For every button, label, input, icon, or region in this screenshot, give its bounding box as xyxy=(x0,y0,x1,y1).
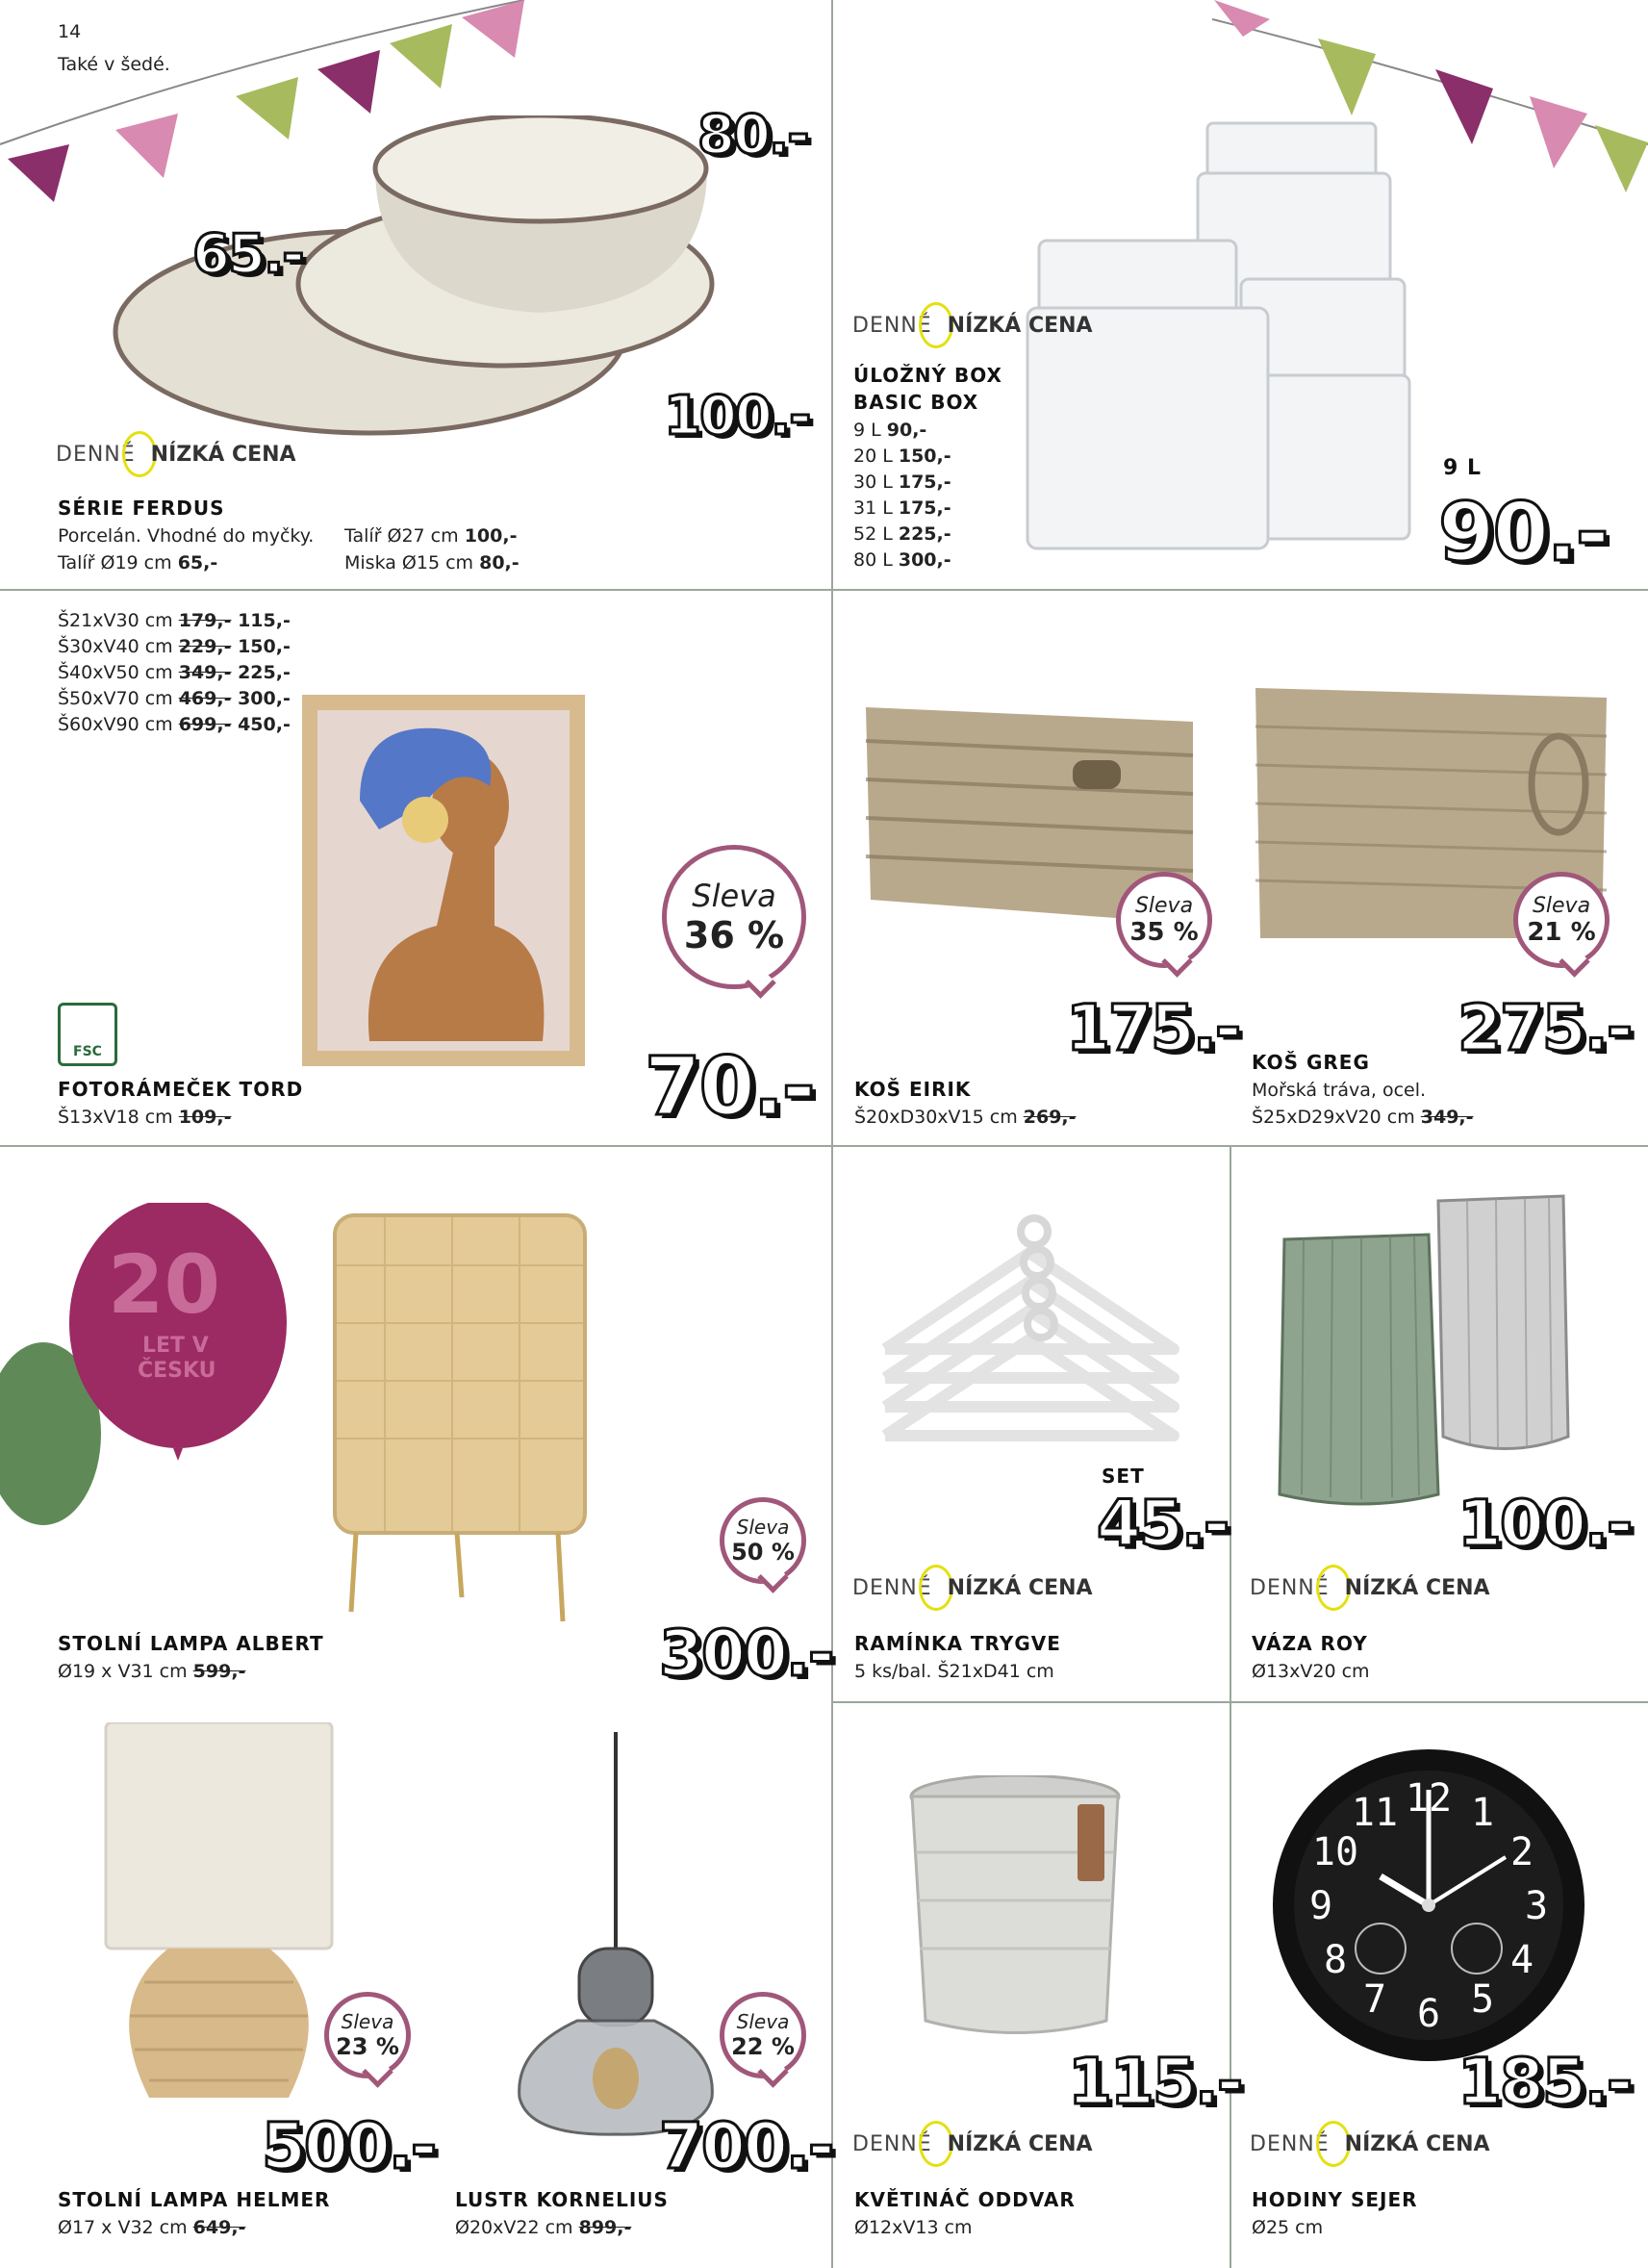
product-dims: Ø12xV13 cm xyxy=(854,2217,973,2238)
product-title: KOŠ GREG xyxy=(1252,1051,1370,1074)
size-row xyxy=(58,634,291,659)
size-name: 20 L xyxy=(853,446,899,467)
dims-text: Ø20xV22 cm xyxy=(455,2217,579,2238)
price-ferdus-bowl: 80.- xyxy=(697,104,808,166)
fsc-label: FSC xyxy=(73,1044,102,1059)
product-dims xyxy=(58,1105,231,1130)
dims-text: Ø19 x V31 cm xyxy=(58,1661,193,1682)
size-price: 175,- xyxy=(898,471,951,493)
old-price: 469,- xyxy=(178,688,232,709)
product-title: STOLNÍ LAMPA ALBERT xyxy=(58,1632,324,1655)
low-price-label: NÍZKÁ CENA xyxy=(1344,2131,1490,2156)
product-dims xyxy=(58,1659,245,1684)
product-desc: Porcelán. Vhodné do myčky. xyxy=(58,525,315,547)
product-title: KOŠ EIRIK xyxy=(854,1078,972,1101)
dims-text: Š25xD29xV20 cm xyxy=(1252,1107,1421,1128)
clock-numeral: 2 xyxy=(1509,1830,1534,1874)
daily-low-price-badge xyxy=(852,302,1093,348)
divider xyxy=(0,1145,1648,1147)
low-price-label: NÍZKÁ CENA xyxy=(947,2131,1093,2156)
product-title: FOTORÁMEČEK TORD xyxy=(58,1078,304,1101)
size-name: 52 L xyxy=(853,523,899,545)
daily-label: DENNĚ xyxy=(852,313,932,338)
price-clock: 185.- xyxy=(1458,2045,1632,2119)
discount-badge xyxy=(1116,872,1212,968)
product-dims xyxy=(854,1105,1077,1130)
discount-value: 36 % xyxy=(683,914,785,956)
size-name: Š30xV40 cm xyxy=(58,636,179,657)
discount-label: Sleva xyxy=(736,2010,790,2033)
discount-label: Sleva xyxy=(692,878,776,914)
low-price-label: NÍZKÁ CENA xyxy=(947,313,1093,338)
size-row xyxy=(853,496,951,521)
new-price: 150,- xyxy=(231,636,291,657)
discount-badge xyxy=(662,845,806,989)
variant-name: Miska Ø15 cm xyxy=(344,552,480,573)
product-desc: Mořská tráva, ocel. xyxy=(1252,1080,1427,1101)
old-price: 699,- xyxy=(178,714,232,735)
product-dims: 5 ks/bal. Š21xD41 cm xyxy=(854,1661,1054,1682)
product-dims: Ø25 cm xyxy=(1252,2217,1324,2238)
price-eirik: 175.- xyxy=(1066,991,1240,1065)
size-row xyxy=(58,608,291,633)
divider xyxy=(831,0,833,2268)
daily-low-price-badge xyxy=(852,2121,1093,2167)
dims-text: Š20xD30xV15 cm xyxy=(854,1107,1024,1128)
clock-numeral: 12 xyxy=(1405,1776,1453,1821)
size-name: 80 L xyxy=(853,549,899,571)
discount-badge xyxy=(720,1992,806,2078)
discount-label: Sleva xyxy=(1532,893,1591,918)
balloon-text: LET V xyxy=(142,1334,209,1358)
size-row xyxy=(58,712,291,737)
page-number: 14 xyxy=(58,21,82,42)
variant-name: Talíř Ø27 cm xyxy=(344,525,465,547)
price-vases: 100.- xyxy=(1458,1487,1632,1561)
fsc-logo xyxy=(58,1003,117,1066)
size-label: 9 L xyxy=(1443,456,1482,480)
balloon-number: 20 xyxy=(108,1237,220,1332)
product-title: HODINY SEJER xyxy=(1252,2188,1418,2211)
old-price: 269,- xyxy=(1023,1107,1077,1128)
product-dims xyxy=(455,2215,631,2240)
clock-numeral: 11 xyxy=(1351,1791,1399,1835)
price-greg: 275.- xyxy=(1458,991,1632,1065)
product-dims xyxy=(1252,1105,1474,1130)
page-note: Také v šedé. xyxy=(58,54,170,75)
discount-badge xyxy=(720,1497,806,1584)
new-price: 450,- xyxy=(231,714,291,735)
product-variant xyxy=(58,550,217,575)
product-title: KVĚTINÁČ ODDVAR xyxy=(854,2188,1076,2211)
old-price: 349,- xyxy=(178,662,232,683)
low-price-label: NÍZKÁ CENA xyxy=(150,442,296,467)
size-name: 30 L xyxy=(853,471,899,493)
size-name: Š60xV90 cm xyxy=(58,714,179,735)
size-name: 31 L xyxy=(853,497,899,519)
product-title: SÉRIE FERDUS xyxy=(58,497,225,520)
price-frame: 70.- xyxy=(645,1039,814,1134)
discount-label: Sleva xyxy=(736,1516,790,1539)
size-name: 9 L xyxy=(853,420,887,441)
discount-value: 50 % xyxy=(731,1539,795,1566)
size-price: 150,- xyxy=(898,446,951,467)
size-row xyxy=(853,522,951,547)
low-price-label: NÍZKÁ CENA xyxy=(1344,1575,1490,1600)
size-name: Š21xV30 cm xyxy=(58,610,179,631)
old-price: 229,- xyxy=(178,636,232,657)
price-albert: 300.- xyxy=(659,1617,833,1691)
daily-label: DENNĚ xyxy=(852,1575,932,1600)
old-price: 649,- xyxy=(192,2217,246,2238)
size-price: 300,- xyxy=(898,549,951,571)
new-price: 225,- xyxy=(231,662,291,683)
price-hangers: 45.- xyxy=(1097,1487,1229,1561)
price-ferdus-small: 65.- xyxy=(192,223,303,286)
discount-label: Sleva xyxy=(1134,893,1194,918)
variant-price: 100,- xyxy=(464,525,518,547)
product-dims xyxy=(58,2215,245,2240)
product-variant xyxy=(344,523,517,548)
clock-numeral: 4 xyxy=(1509,1938,1534,1982)
old-price: 599,- xyxy=(192,1661,246,1682)
old-price: 109,- xyxy=(178,1107,232,1128)
clock-numeral: 3 xyxy=(1524,1884,1549,1928)
size-row xyxy=(58,660,291,685)
product-variant xyxy=(344,550,520,575)
size-row xyxy=(853,444,951,469)
new-price: 300,- xyxy=(231,688,291,709)
clock-numeral: 5 xyxy=(1470,1977,1495,2022)
divider xyxy=(0,589,1648,591)
set-label: SET xyxy=(1102,1465,1145,1488)
old-price: 349,- xyxy=(1420,1107,1474,1128)
clock-numeral: 8 xyxy=(1323,1938,1348,1982)
price-storage-box: 90.- xyxy=(1438,485,1608,579)
daily-low-price-badge xyxy=(56,431,296,477)
clock-numeral: 6 xyxy=(1416,1992,1441,2036)
daily-low-price-badge xyxy=(852,1565,1093,1611)
size-price: 90,- xyxy=(886,420,927,441)
product-title: ÚLOŽNÝ BOX xyxy=(853,364,1002,387)
discount-value: 35 % xyxy=(1129,917,1199,947)
price-helmer: 500.- xyxy=(262,2109,436,2183)
discount-value: 21 % xyxy=(1527,917,1596,947)
clock-numeral: 1 xyxy=(1470,1791,1495,1835)
new-price: 115,- xyxy=(231,610,291,631)
size-name: Š40xV50 cm xyxy=(58,662,179,683)
product-title: VÁZA ROY xyxy=(1252,1632,1368,1655)
old-price: 179,- xyxy=(178,610,232,631)
daily-low-price-badge xyxy=(1250,2121,1490,2167)
discount-label: Sleva xyxy=(341,2010,394,2033)
discount-badge xyxy=(324,1992,411,2078)
product-dims: Ø13xV20 cm xyxy=(1252,1661,1370,1682)
size-row xyxy=(853,548,951,573)
price-ferdus-large: 100.- xyxy=(664,385,810,447)
variant-price: 65,- xyxy=(177,552,218,573)
product-subtitle: BASIC BOX xyxy=(853,391,979,414)
clock-numeral: 10 xyxy=(1311,1830,1359,1874)
low-price-label: NÍZKÁ CENA xyxy=(947,1575,1093,1600)
old-price: 899,- xyxy=(578,2217,632,2238)
discount-value: 23 % xyxy=(336,2033,399,2060)
product-title: RAMÍNKA TRYGVE xyxy=(854,1632,1061,1655)
clock-numeral: 9 xyxy=(1308,1884,1333,1928)
daily-label: DENNĚ xyxy=(56,442,136,467)
divider xyxy=(831,1701,1648,1703)
price-kornelius: 700.- xyxy=(659,2109,833,2183)
price-flowerpot: 115.- xyxy=(1068,2045,1242,2119)
dims-text: Š13xV18 cm xyxy=(58,1107,179,1128)
daily-label: DENNĚ xyxy=(852,2131,932,2156)
daily-label: DENNĚ xyxy=(1250,2131,1330,2156)
size-name: Š50xV70 cm xyxy=(58,688,179,709)
size-price: 175,- xyxy=(898,497,951,519)
balloon-text: ČESKU xyxy=(138,1359,216,1383)
product-title: STOLNÍ LAMPA HELMER xyxy=(58,2188,331,2211)
size-price: 225,- xyxy=(898,523,951,545)
size-row xyxy=(58,686,291,711)
clock-numeral: 7 xyxy=(1362,1977,1387,2022)
daily-label: DENNĚ xyxy=(1250,1575,1330,1600)
product-title: LUSTR KORNELIUS xyxy=(455,2188,669,2211)
variant-name: Talíř Ø19 cm xyxy=(58,552,178,573)
daily-low-price-badge xyxy=(1250,1565,1490,1611)
variant-price: 80,- xyxy=(479,552,520,573)
dims-text: Ø17 x V32 cm xyxy=(58,2217,193,2238)
discount-badge xyxy=(1513,872,1610,968)
size-row xyxy=(853,418,926,443)
size-row xyxy=(853,470,951,495)
discount-value: 22 % xyxy=(731,2033,795,2060)
